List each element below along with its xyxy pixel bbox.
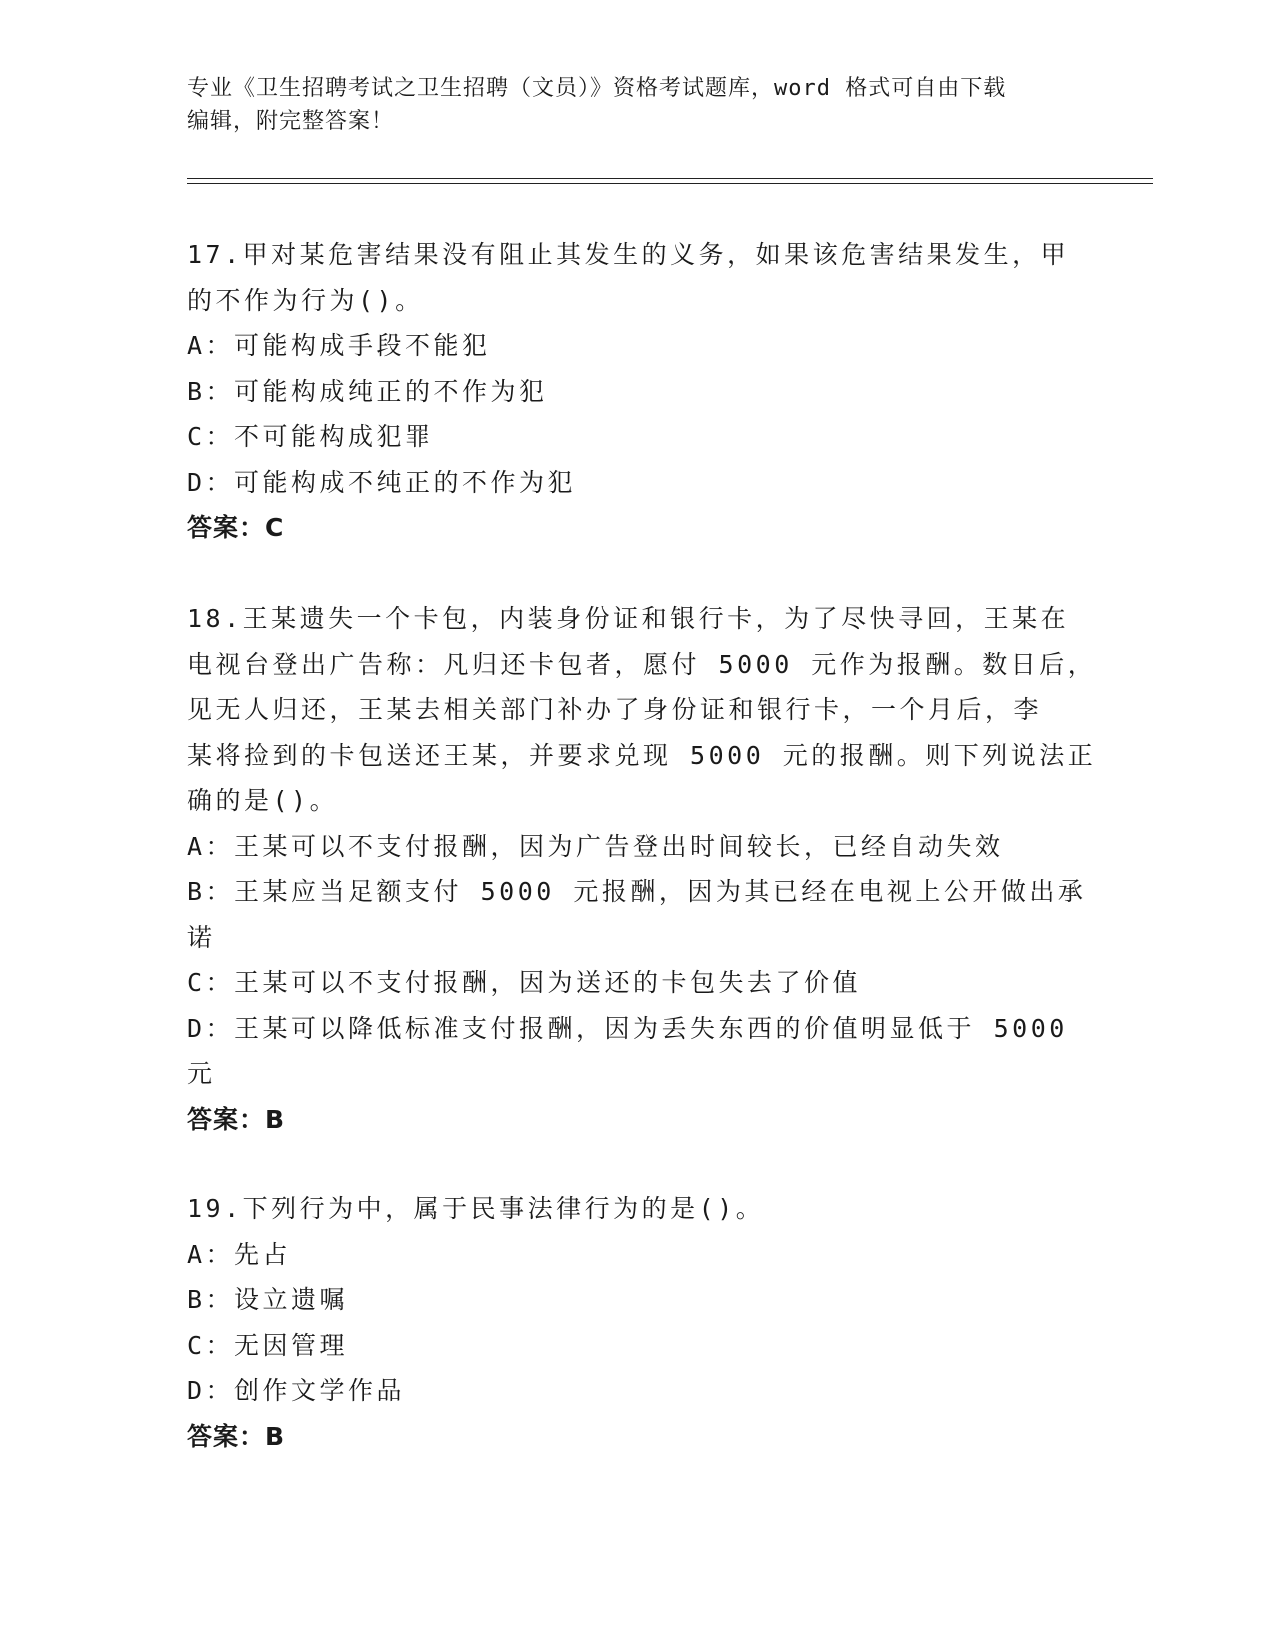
answer: 答案：B (187, 1104, 286, 1134)
question-text: 某将捡到的卡包送还王某，并要求兑现 5000 元的报酬。则下列说法正 (187, 740, 1097, 770)
option-a: A：王某可以不支付报酬，因为广告登出时间较长，已经自动失效 (187, 831, 1004, 861)
option-b: B：王某应当足额支付 5000 元报酬，因为其已经在电视上公开做出承 (187, 877, 1087, 906)
header-divider (187, 183, 1153, 184)
question-text: 17.甲对某危害结果没有阻止其发生的义务，如果该危害结果发生，甲 (187, 240, 1070, 269)
option-c: C：不可能构成犯罪 (187, 422, 434, 451)
option-b: B：设立遗嘱 (187, 1285, 349, 1314)
question-text: 确的是()。 (187, 786, 339, 815)
option-b: B：可能构成纯正的不作为犯 (187, 376, 548, 406)
option-a: A：可能构成手段不能犯 (187, 331, 491, 360)
question-text: 的不作为行为()。 (187, 285, 424, 315)
option-a: A：先占 (187, 1239, 292, 1269)
question-text: 电视台登出广告称：凡归还卡包者，愿付 5000 元作为报酬。数日后， (187, 649, 1097, 679)
header-line: 编辑，附完整答案！ (187, 109, 395, 134)
header-divider (187, 178, 1153, 179)
option-c: C：无因管理 (187, 1330, 349, 1360)
option-c: C：王某可以不支付报酬，因为送还的卡包失去了价值 (187, 968, 862, 997)
header-line: 专业《卫生招聘考试之卫生招聘（文员）》资格考试题库，word 格式可自由下载 (187, 76, 1007, 101)
question-19 (187, 1186, 1067, 1459)
document-header (187, 72, 1067, 138)
option-d: D：王某可以降低标准支付报酬，因为丢失东西的价值明显低于 5000 (187, 1013, 1068, 1043)
option-d-continued: 元 (187, 1059, 216, 1088)
question-18 (187, 596, 1097, 1142)
option-b-continued: 诺 (187, 922, 216, 952)
answer: 答案：B (187, 1421, 286, 1451)
answer: 答案：C (187, 513, 285, 542)
option-d: D：可能构成不纯正的不作为犯 (187, 467, 577, 497)
question-text: 19.下列行为中，属于民事法律行为的是()。 (187, 1194, 765, 1223)
option-d: D：创作文学作品 (187, 1376, 406, 1405)
question-text: 见无人归还，王某去相关部门补办了身份证和银行卡，一个月后，李 (187, 695, 1043, 724)
question-17 (187, 232, 1070, 551)
question-text: 18.王某遗失一个卡包，内装身份证和银行卡，为了尽快寻回，王某在 (187, 604, 1070, 633)
